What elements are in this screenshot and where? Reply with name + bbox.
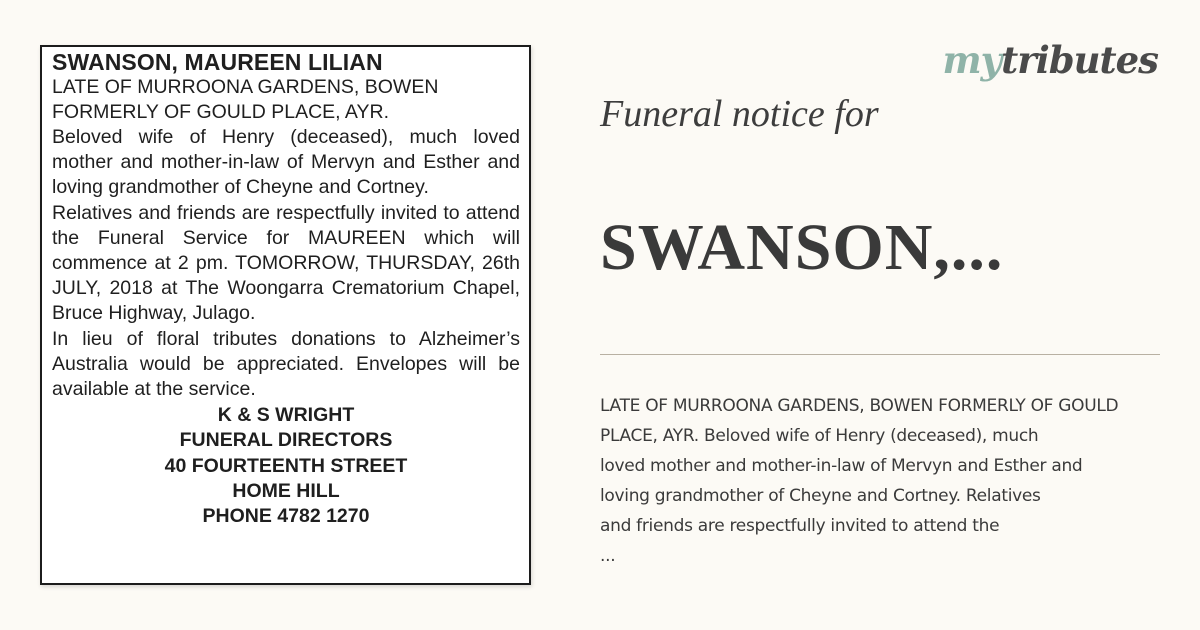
funeral-notice-scan [40, 45, 531, 585]
notice-excerpt [600, 391, 1192, 571]
logo-my: my [942, 38, 1002, 82]
director-phone: PHONE 4782 1270 [202, 505, 370, 528]
excerpt-line: PLACE, AYR. Beloved wife of Henry (deceased), much [600, 426, 1039, 446]
excerpt-line: LATE OF MURROONA GARDENS, BOWEN FORMERLY OF GOULD [600, 396, 1119, 416]
excerpt-line: loving grandmother of Cheyne and Cortney. Relatives [600, 486, 1041, 506]
notice-family-paragraph: Beloved wife of Henry (deceased), much loved mother and mother-in-law of Mervyn and Esther and loving grandmother of Cheyne and Cortney. [52, 126, 520, 199]
excerpt-ellipsis: ... [600, 546, 616, 566]
excerpt-line: and friends are respectfully invited to attend the [600, 516, 1000, 536]
notice-address-formerly: FORMERLY OF GOULD PLACE, AYR. [52, 101, 389, 123]
notice-funeral-director [52, 403, 520, 529]
director-name: K & S WRIGHT [217, 404, 355, 427]
excerpt-line: loved mother and mother-in-law of Mervyn and Esther and [600, 456, 1083, 476]
divider [600, 354, 1160, 355]
page-title: SWANSON,... [600, 211, 1004, 284]
director-title: FUNERAL DIRECTORS [179, 429, 393, 452]
notice-address-late: LATE OF MURROONA GARDENS, BOWEN [52, 76, 439, 98]
notice-service-paragraph: Relatives and friends are respectfully invited to attend the Funeral Service for MAUREEN which will commence at 2 pm. TOMORROW, THURSDAY, 26th JULY, 2018 at The Woongarra Crematorium Chapel, Bruce Highway, Julago. [52, 201, 520, 325]
director-suburb: HOME HILL [232, 479, 340, 502]
notice-deceased-name: SWANSON, MAUREEN LILIAN [52, 49, 383, 75]
page-subtitle: Funeral notice for [600, 93, 879, 135]
director-street: 40 FOURTEENTH STREET [164, 454, 408, 477]
mytributes-logo[interactable] [942, 38, 1158, 82]
logo-tributes: tributes [1001, 38, 1158, 82]
notice-donations-paragraph: In lieu of floral tributes donations to Alzheimer’s Australia would be appreciated. Envelopes will be available at the service. [52, 327, 520, 401]
